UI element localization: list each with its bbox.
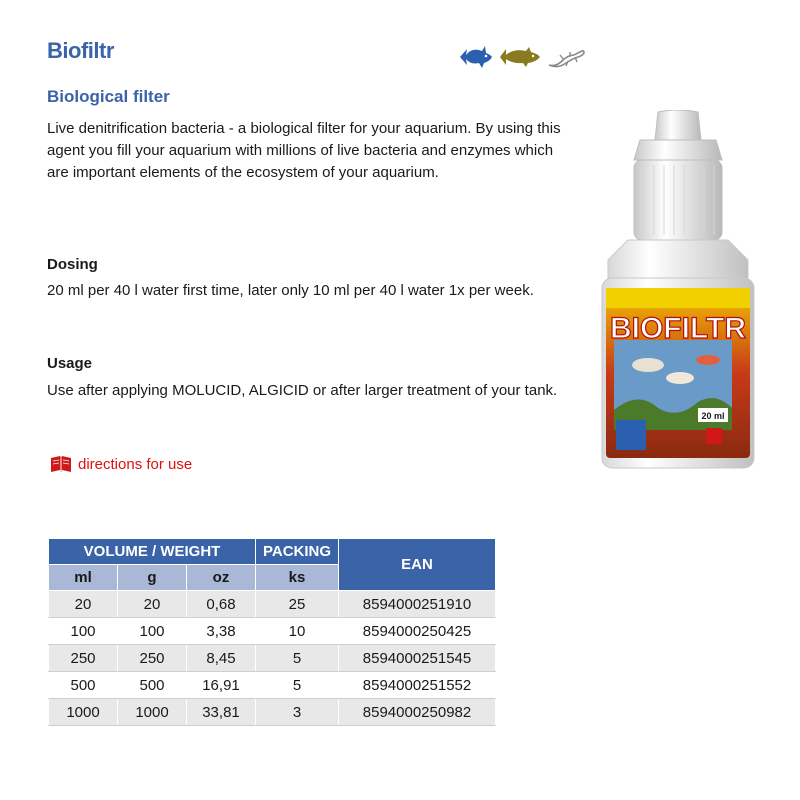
ks-header: ks — [256, 565, 339, 591]
cell-ks: 25 — [256, 591, 339, 618]
dosing-text: 20 ml per 40 l water first time, later only 10 ml per 40 l water 1x per week. — [47, 282, 534, 299]
oz-header: oz — [187, 565, 256, 591]
cell-g: 1000 — [118, 699, 187, 726]
table-row — [49, 645, 496, 672]
page-subtitle: Biological filter — [47, 87, 170, 106]
cell-ml: 250 — [49, 645, 118, 672]
usage-text: Use after applying MOLUCID, ALGICID or after larger treatment of your tank. — [47, 382, 558, 399]
directions-link[interactable] — [50, 455, 192, 473]
packing-header: PACKING — [256, 539, 339, 565]
cell-ean: 8594000251552 — [339, 672, 496, 699]
product-bottle-image — [598, 110, 758, 480]
table-row — [49, 591, 496, 618]
suitability-icons — [458, 44, 586, 70]
spec-table — [48, 538, 496, 726]
table-row — [49, 672, 496, 699]
cell-oz: 8,45 — [187, 645, 256, 672]
intro-text: Live denitrification bacteria - a biological filter for your aquarium. By using this agent you fill your aquarium with millions of live bacteria and enzymes which are important elements of the ecosystem of your aquarium. — [47, 120, 561, 181]
cell-ean: 8594000251910 — [339, 591, 496, 618]
cell-g: 500 — [118, 672, 187, 699]
cell-ks: 5 — [256, 645, 339, 672]
ean-header: EAN — [339, 539, 496, 591]
page-title: Biofiltr — [47, 38, 114, 63]
cell-ml: 20 — [49, 591, 118, 618]
g-header: g — [118, 565, 187, 591]
usage-heading: Usage — [47, 355, 93, 372]
bottle-volume-label: 20 ml — [701, 411, 725, 421]
cell-ks: 3 — [256, 699, 339, 726]
bottle-brand-label: BIOFILTR — [609, 312, 747, 345]
cell-oz: 3,38 — [187, 618, 256, 645]
cell-ean: 8594000250982 — [339, 699, 496, 726]
cell-ean: 8594000250425 — [339, 618, 496, 645]
book-icon — [50, 455, 72, 473]
volume-weight-header: VOLUME / WEIGHT — [49, 539, 256, 565]
cell-g: 20 — [118, 591, 187, 618]
coldwater-fish-icon — [498, 45, 542, 69]
tropical-fish-icon — [458, 44, 494, 70]
cell-oz: 0,68 — [187, 591, 256, 618]
dosing-heading: Dosing — [47, 256, 98, 273]
cell-ml: 100 — [49, 618, 118, 645]
cell-ml: 500 — [49, 672, 118, 699]
ml-header: ml — [49, 565, 118, 591]
cell-ean: 8594000251545 — [339, 645, 496, 672]
table-row — [49, 618, 496, 645]
cell-ks: 5 — [256, 672, 339, 699]
cell-oz: 16,91 — [187, 672, 256, 699]
cell-g: 100 — [118, 618, 187, 645]
cell-ks: 10 — [256, 618, 339, 645]
newt-icon — [546, 45, 586, 69]
table-row — [49, 699, 496, 726]
cell-oz: 33,81 — [187, 699, 256, 726]
cell-ml: 1000 — [49, 699, 118, 726]
directions-link-label: directions for use — [78, 455, 193, 473]
cell-g: 250 — [118, 645, 187, 672]
